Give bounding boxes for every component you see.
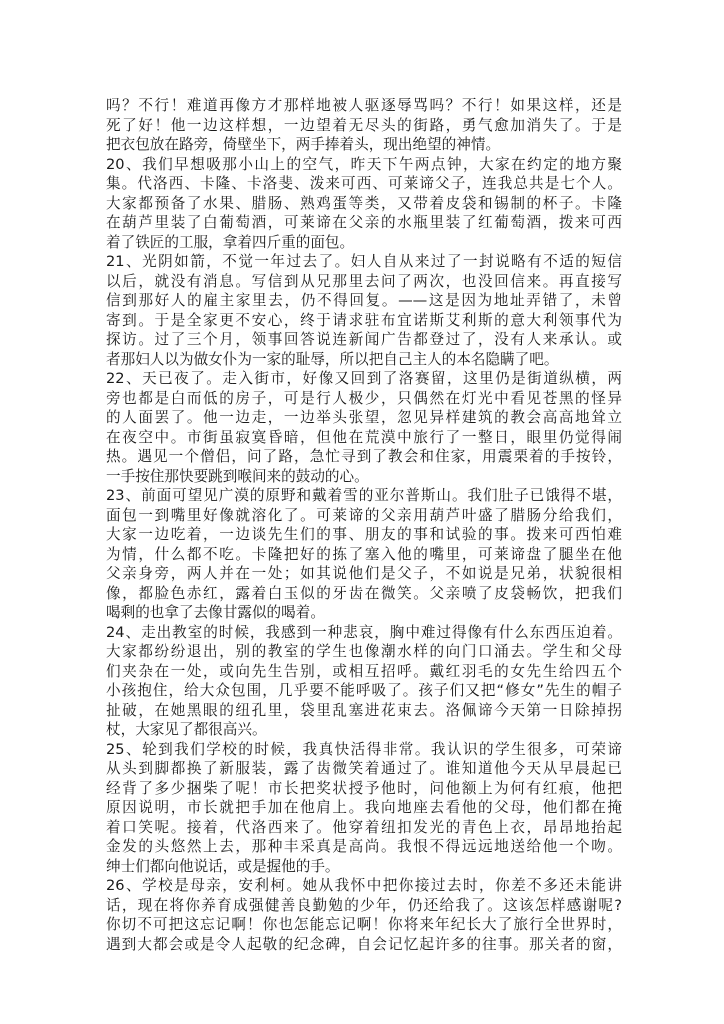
text-line: 在葫芦里装了白葡萄酒，可莱谛在父亲的水瓶里装了红葡萄酒，拨来可西 (106, 214, 622, 231)
text-line: 为情，什么都不吃。卡隆把好的拣了塞入他的嘴里，可莱谛盘了腿坐在他 (106, 545, 622, 563)
text-line: 话，现在将你养育成强健善良勤勉的少年，仍还给我了。这该怎样感谢呢? (106, 896, 622, 914)
text-line: 23、前面可望见广漠的原野和戴着雪的亚尔普斯山。我们肚子已饿得不堪， (106, 487, 622, 504)
text-line: 21、光阴如箭，不觉一年过去了。妇人自从来过了一封说略有不适的短信 (106, 253, 622, 270)
text-line: 你切不可把这忘记啊！你也怎能忘记啊！你将来年纪长大了旅行全世界时， (106, 916, 622, 933)
text-line: 像，都脸色赤红，露着白玉似的牙齿在微笑。父亲喷了皮袋畅饮，把我们 (106, 584, 622, 602)
text-line: 喝剩的也拿了去像甘露似的喝着。 (106, 604, 325, 621)
text-line: 经背了多少捆柴了呢！市长把奖状授予他时，问他额上为何有红痕，他把 (106, 779, 622, 797)
text-line: 们夹杂在一处，或向先生告别，或相互招呼。戴红羽毛的女先生给四五个 (106, 662, 622, 680)
text-line: 大家一边吃着，一边谈先生们的事、朋友的事和试验的事。拨来可西怕难 (106, 526, 622, 543)
text-line: 吗？不行！难道再像方才那样地被人驱逐辱骂吗？不行！如果这样，还是 (106, 97, 622, 114)
text-line: 金发的头悠然上去，那种丰采真是高尚。我恨不得远远地送给他一个吻。 (106, 838, 622, 855)
text-line: 26、学校是母亲，安利柯。她从我怀中把你接过去时，你差不多还未能讲 (106, 877, 622, 894)
text-line: 25、轮到我们学校的时候，我真快活得非常。我认识的学生很多，可荣谛 (106, 740, 622, 758)
text-line: 大家都预备了水果、腊肠、熟鸡蛋等类，又带着皮袋和锡制的杯子。卡隆 (106, 194, 622, 212)
text-line: 杖，大家见了都很高兴。 (106, 721, 267, 738)
text-line: 大家都纷纷退出，别的教室的学生也像潮水样的向门口涌去。学生和父母 (106, 643, 622, 660)
text-line: 的人面罢了。他一边走，一边举头张望，忽见异样建筑的教会高高地耸立 (106, 409, 622, 426)
text-line: 一手按住那快要跳到喉间来的鼓动的心。 (106, 467, 369, 485)
text-line: 热。遇见一个僧侣，问了路，急忙寻到了教会和住家，用震栗着的手按铃， (106, 448, 622, 465)
text-line: 面包一到嘴里好像就溶化了。可莱谛的父亲用葫芦叶盛了腊肠分给我们， (106, 506, 622, 524)
text-line: 父亲身旁，两人并在一处；如其说他们是父子，不如说是兄弟，状貌很相 (106, 565, 622, 582)
text-line: 20、我们早想吸那小山上的空气，昨天下午两点钟，大家在约定的地方聚 (106, 155, 622, 173)
text-line: 从头到脚都换了新服装，露了齿微笑着通过了。谁知道他今天从早晨起已 (106, 760, 622, 777)
text-line: 寄到。于是全家更不安心，终于请求驻布宜诺斯艾利斯的意大利领事代为 (106, 311, 622, 329)
text-line: 绅士们都向他说话，或是握他的手。 (106, 857, 340, 875)
text-line: 着口笑呢。接着，代洛西来了。他穿着纽扣发光的青色上衣，昂昂地抬起 (106, 818, 622, 836)
document-page (106, 96, 622, 954)
text-line: 遇到大都会或是令人起敬的纪念碑，自会记忆起许多的往事。那关者的窗， (106, 935, 622, 953)
text-line: 小孩抱住，给大众包围，几乎要不能呼吸了。孩子们又把“修女”先生的帽子 (106, 682, 622, 699)
text-line: 探访。过了三个月，领事回答说连新闻广告都登过了，没有人来承认。或 (106, 331, 622, 348)
text-line: 集。代洛西、卡隆、卡洛斐、泼来可西、可莱谛父子，连我总共是七个人。 (106, 175, 622, 192)
text-line: 信到那好人的雇主家里去，仍不得回复。——这是因为地址弄错了，未曾 (106, 292, 622, 309)
text-line: 在夜空中。市街虽寂寞昏暗，但他在荒漠中旅行了一整日，眼里仍觉得闹 (106, 428, 622, 446)
text-line: 24、走出教室的时候，我感到一种悲哀，胸中难过得像有什么东西压迫着。 (106, 623, 622, 641)
text-line: 原因说明，市长就把手加在他肩上。我向地座去看他的父母，他们都在掩 (106, 799, 622, 816)
text-line: 扯破，在她黑眼的纽孔里，袋里乱塞进花束去。洛佩谛今天第一日除掉拐 (106, 701, 622, 719)
text-line: 以后，就没有消息。写信到从兄那里去问了两次，也没回信来。再直接写 (106, 272, 622, 290)
text-line: 死了好！他一边这样想，一边望着无尽头的街路，勇气愈加消失了。于是 (106, 116, 622, 134)
text-line: 把衣包放在路旁，倚壁坐下，两手捧着头，现出绝望的神情。 (106, 136, 501, 153)
text-line: 旁也都是白而低的房子，可是行人极少，只偶然在灯光中看见苍黑的怪异 (106, 389, 622, 407)
text-line: 者那妇人以为做女仆为一家的耻辱，所以把自己主人的本名隐瞒了吧。 (106, 350, 559, 368)
text-line: 着了铁匠的工服，拿着四斤重的面包。 (106, 233, 355, 251)
text-line: 22、天已夜了。走入街市，好像又回到了洛赛留，这里仍是街道纵横，两 (106, 370, 622, 387)
